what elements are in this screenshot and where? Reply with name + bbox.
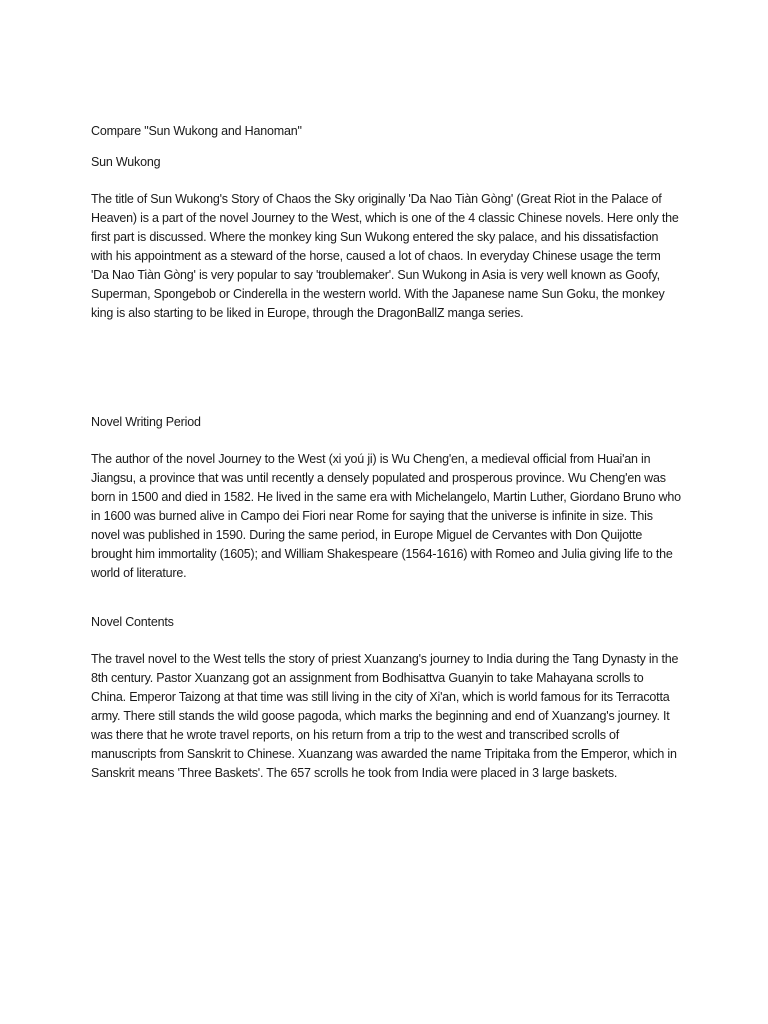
- spacer: [91, 323, 681, 413]
- section-heading-sun-wukong: Sun Wukong: [91, 155, 161, 169]
- section-heading-novel-contents: Novel Contents: [91, 615, 174, 629]
- document-body: [91, 122, 681, 783]
- document-title: Compare "Sun Wukong and Hanoman": [91, 124, 302, 138]
- section-heading-novel-writing-period: Novel Writing Period: [91, 415, 201, 429]
- spacer: [91, 583, 681, 613]
- paragraph-sun-wukong: The title of Sun Wukong's Story of Chaos the Sky originally 'Da Nao Tiàn Gòng' (Great Riot in the Palace of Heaven) is a part of the novel Journey to the West, which is one of the 4 classic Chinese novels. Here only the first part is discussed. Where the monkey king Sun Wukong entered the sky palace, and his dissatisfaction with his appointment as a steward of the horse, caused a lot of chaos. In everyday Chinese usage the term 'Da Nao Tiàn Gòng' is very popular to say 'troublemaker'. Sun Wukong in Asia is very well known as Goofy, Superman, Spongebob or Cinderella in the western world. With the Japanese name Sun Goku, the monkey king is also starting to be liked in Europe, through the DragonBallZ manga series.: [91, 192, 679, 320]
- paragraph-novel-contents: The travel novel to the West tells the story of priest Xuanzang's journey to India during the Tang Dynasty in the 8th century. Pastor Xuanzang got an assignment from Bodhisattva Guanyin to take Mahayana scrolls to China. Emperor Taizong at that time was still living in the city of Xi'an, which is world famous for its Terracotta army. There still stands the wild goose pagoda, which marks the beginning and end of Xuanzang's journey. It was there that he wrote travel reports, on his return from a trip to the west and transcribed scrolls of manuscripts from Sanskrit to Chinese. Xuanzang was awarded the name Tripitaka from the Emperor, which in Sanskrit means 'Three Baskets'. The 657 scrolls he took from India were placed in 3 large baskets.: [91, 652, 679, 780]
- paragraph-novel-writing-period: The author of the novel Journey to the West (xi yoú ji) is Wu Cheng'en, a medieval official from Huai'an in Jiangsu, a province that was until recently a densely populated and prosperous province. Wu Cheng'en was born in 1500 and died in 1582. He lived in the same era with Michelangelo, Martin Luther, Giordano Bruno who in 1600 was burned alive in Campo dei Fiori near Rome for saying that the universe is infinite in size. This novel was published in 1590. During the same period, in Europe Miguel de Cervantes with Don Quijotte brought him immortality (1605); and William Shakespeare (1564-1616) with Romeo and Julia giving life to the world of literature.: [91, 452, 681, 580]
